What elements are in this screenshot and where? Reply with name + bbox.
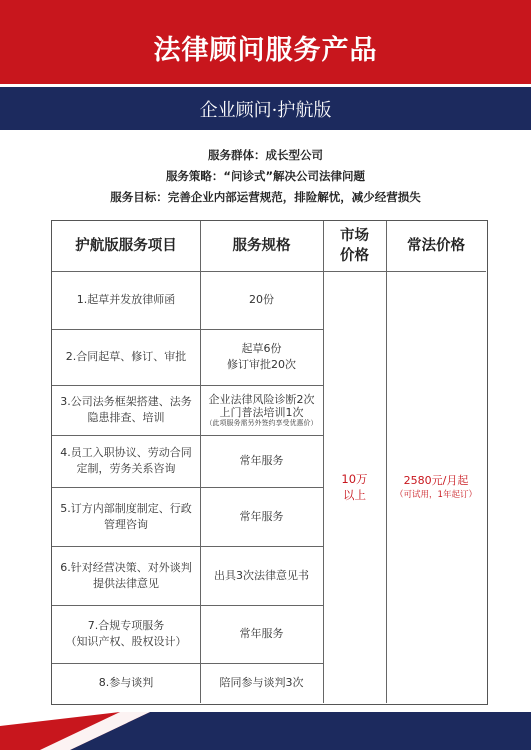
- service-group: 服务群体：成长型公司: [208, 148, 323, 162]
- regular-price-value: 2580元/月起: [403, 474, 469, 487]
- market-price-value: 10万: [341, 472, 368, 486]
- spec-text: 常年服务: [239, 509, 284, 523]
- service-strategy: 服务策略：“问诊式”解决公司法律问题: [165, 169, 366, 183]
- pricing-table: [51, 220, 488, 705]
- table-row-spec: [200, 546, 323, 605]
- table-row-spec: [200, 605, 323, 663]
- footer-navy-band: [70, 712, 531, 750]
- item-text: （知识产权、股权设计）: [65, 635, 187, 648]
- item-text: 5.订方内部制度制定、行政: [60, 501, 192, 515]
- item-text: 4.员工入职协议、劳动合同: [60, 446, 192, 459]
- item-text: 1.起草并发放律师函: [76, 293, 176, 306]
- service-goal: 服务目标：完善企业内部运营规范，排险解忧，减少经营损失: [110, 190, 421, 204]
- header-market-price: [323, 221, 386, 271]
- regular-price-note: （可试用，1年起订）: [395, 490, 477, 500]
- item-text: 6.针对经营决策、对外谈判: [60, 560, 192, 574]
- item-text: 8.参与谈判: [98, 676, 154, 689]
- header-spec: 服务规格: [232, 238, 291, 254]
- item-text: 2.合同起草、修订、审批: [65, 350, 187, 363]
- table-row-spec: [200, 271, 323, 329]
- spec-text: 上门普法培训1次: [219, 405, 304, 419]
- spec-text: 起草6份: [241, 342, 282, 355]
- table-row-item: [52, 487, 200, 546]
- item-text: 隐患排查、培训: [87, 411, 165, 424]
- header-market-price-line1: 市场: [340, 228, 369, 244]
- footer-decoration: [0, 712, 531, 750]
- table-row-spec: [200, 329, 323, 385]
- spec-text: 出具3次法律意见书: [214, 568, 309, 582]
- table-row-item: [52, 385, 200, 435]
- item-text: 管理咨询: [104, 517, 148, 531]
- page-subtitle: 企业顾问·护航版: [199, 100, 332, 121]
- page-title: 法律顾问服务产品: [153, 35, 378, 66]
- market-price-suffix: 以上: [342, 488, 366, 502]
- item-text: 7.合规专项服务: [87, 619, 165, 632]
- table-row-item: [52, 271, 200, 329]
- item-text: 3.公司法务框架搭建、法务: [60, 395, 192, 408]
- market-price-cell: [323, 271, 386, 703]
- regular-price-cell: [386, 271, 486, 703]
- spec-text: 修订审批20次: [227, 358, 296, 371]
- spec-text: 常年服务: [239, 627, 284, 640]
- table-row-spec: [200, 435, 323, 487]
- spec-text: 20份: [249, 293, 274, 306]
- header-regular-price: 常法价格: [407, 238, 465, 254]
- table-row-item: [52, 663, 200, 703]
- header-market-price-line2: 价格: [340, 248, 369, 264]
- table-row-spec: [200, 487, 323, 546]
- table-row-spec: [200, 663, 323, 703]
- table-row-item: [52, 329, 200, 385]
- spec-text: 陪同参与谈判3次: [219, 676, 304, 689]
- table-row-item: [52, 435, 200, 487]
- spec-text: 企业法律风险诊断2次: [208, 392, 315, 406]
- table-row-spec: [200, 385, 323, 435]
- item-text: 定制，劳务关系咨询: [76, 462, 176, 475]
- spec-text: 常年服务: [239, 454, 284, 467]
- table-row-item: [52, 546, 200, 605]
- spec-note: （此项服务需另外签约享受优惠价）: [205, 418, 318, 427]
- item-text: 提供法律意见: [93, 576, 159, 590]
- header-item: 护航版服务项目: [75, 238, 177, 254]
- table-row-item: [52, 605, 200, 663]
